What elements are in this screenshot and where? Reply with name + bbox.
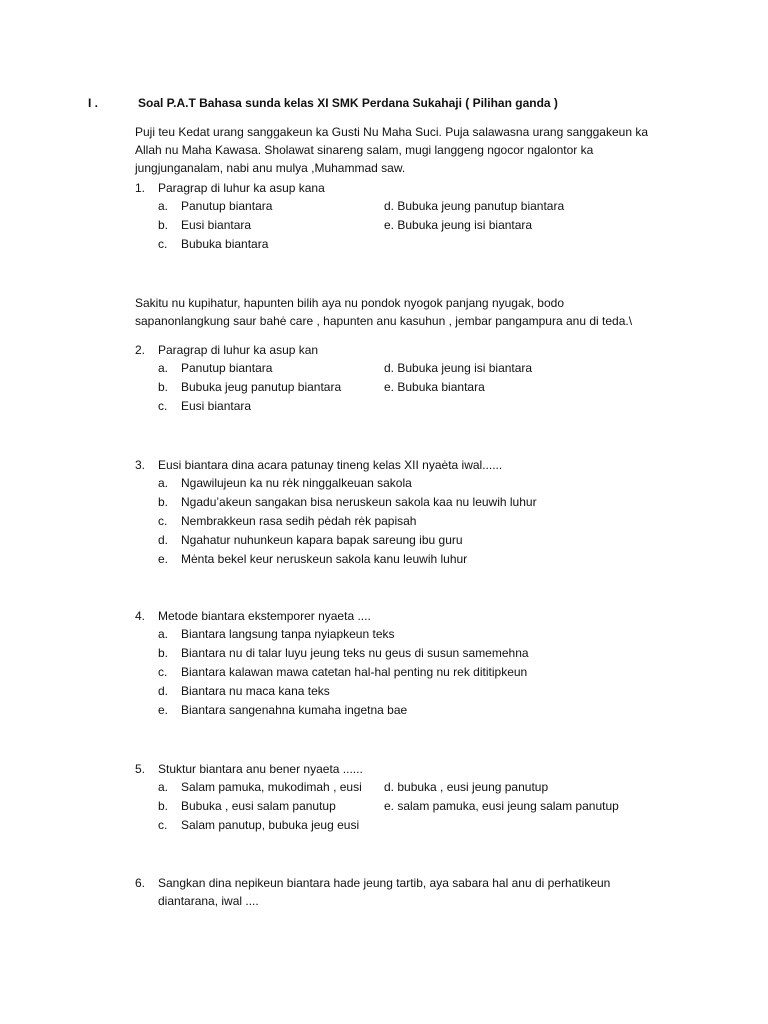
option-b[interactable] <box>158 797 384 816</box>
question-text: Metode biantara ekstemporer nyaeta .... <box>158 609 371 623</box>
question-6 <box>135 874 695 910</box>
option-text: Salam pamuka, mukodimah , eusi <box>181 780 362 794</box>
passage-line: Puji teu Kedat urang sanggakeun ka Gusti Nu Maha Suci. Puja salawasna urang sanggakeun ka <box>135 125 648 139</box>
option-a[interactable] <box>158 474 695 493</box>
option-text: d. Bubuka jeung panutup biantara <box>384 199 565 213</box>
question-text: Sangkan dina nepikeun biantara hade jeung tartib, aya sabara hal anu di perhatikeun <box>158 876 611 890</box>
option-list <box>158 197 695 254</box>
option-c[interactable] <box>158 235 384 254</box>
option-letter: a. <box>158 199 169 213</box>
passage-line: Sakitu nu kupihatur, hapunten bilih aya nu pondok nyogok panjang nyugak, bodo <box>135 296 564 310</box>
section-title: Soal P.A.T Bahasa sunda kelas XI SMK Perdana Sukahaji ( Pilihan ganda ) <box>138 96 558 110</box>
option-a[interactable] <box>158 359 384 378</box>
option-letter: a. <box>158 361 169 375</box>
option-letter: c. <box>158 818 168 832</box>
option-letter: e. <box>158 703 169 717</box>
option-text: Bubuka biantara <box>181 237 269 251</box>
option-a[interactable] <box>158 197 384 216</box>
option-text: Biantara langsung tanpa nyiapkeun teks <box>181 627 395 641</box>
question-number: 3. <box>135 458 146 472</box>
option-letter: b. <box>158 218 169 232</box>
question-1 <box>135 179 695 254</box>
question-text: Stuktur biantara anu bener nyaeta ...... <box>158 762 363 776</box>
option-text: e. Bubuka biantara <box>384 380 485 394</box>
option-d[interactable] <box>384 778 674 797</box>
question-3 <box>135 456 695 569</box>
question-number: 5. <box>135 762 146 776</box>
option-e[interactable] <box>384 378 674 397</box>
option-b[interactable] <box>158 644 695 663</box>
option-b[interactable] <box>158 493 695 512</box>
option-letter: d. <box>158 684 169 698</box>
option-list <box>158 474 695 569</box>
option-letter: e. <box>158 552 169 566</box>
option-text: Biantara nu maca kana teks <box>181 684 330 698</box>
option-letter: c. <box>158 399 168 413</box>
question-number: 2. <box>135 343 146 357</box>
question-text-continued: diantarana, iwal .... <box>158 894 259 908</box>
question-2 <box>135 341 695 416</box>
option-b[interactable] <box>158 378 384 397</box>
question-5 <box>135 760 695 835</box>
option-text: Ngawilujeun ka nu rėk ninggalkeuan sakola <box>181 476 412 490</box>
option-text: Biantara sangenahna kumaha ingetna bae <box>181 703 408 717</box>
option-a[interactable] <box>158 625 695 644</box>
option-c[interactable] <box>158 397 384 416</box>
option-letter: b. <box>158 646 169 660</box>
question-text: Paragrap di luhur ka asup kan <box>158 343 319 357</box>
passage-line: Allah nu Maha Kawasa. Sholawat sinareng salam, mugi langgeng ngocor ngalontor ka <box>135 143 594 157</box>
option-list <box>158 778 695 835</box>
passage-1 <box>135 123 675 177</box>
option-text: Bubuka jeug panutup biantara <box>181 380 342 394</box>
option-d[interactable] <box>158 531 695 550</box>
option-text: Ngahatur nuhunkeun kapara bapak sareung ibu guru <box>181 533 463 547</box>
option-e[interactable] <box>158 550 695 569</box>
question-text: Eusi biantara dina acara patunay tineng kelas XII nyaėta iwal...... <box>158 458 503 472</box>
option-text: e. Bubuka jeung isi biantara <box>384 218 533 232</box>
passage-line: jungjunganalam, nabi anu mulya ,Muhammad saw. <box>135 161 406 175</box>
option-letter: b. <box>158 380 169 394</box>
question-4 <box>135 607 695 720</box>
option-list <box>158 625 695 720</box>
option-text: Ngadu’akeun sangakan bisa neruskeun sakola kaa nu leuwih luhur <box>181 495 537 509</box>
option-e[interactable] <box>384 797 674 816</box>
option-e[interactable] <box>158 701 695 720</box>
option-list <box>158 359 695 416</box>
option-c[interactable] <box>158 663 695 682</box>
option-letter: d. <box>158 533 169 547</box>
question-number: 6. <box>135 876 146 890</box>
passage-2 <box>135 294 675 330</box>
option-letter: a. <box>158 476 169 490</box>
passage-line: sapanonlangkung saur bahė care , hapunten anu kasuhun , jembar pangampura anu di teda.\ <box>135 314 633 328</box>
option-text: d. Bubuka jeung isi biantara <box>384 361 533 375</box>
section-number: I . <box>88 96 99 110</box>
option-e[interactable] <box>384 216 674 235</box>
option-c[interactable] <box>158 816 384 835</box>
option-text: Biantara kalawan mawa catetan hal-hal penting nu rek dititipkeun <box>181 665 528 679</box>
option-letter: c. <box>158 665 168 679</box>
option-text: Nembrakkeun rasa sedih pėdah rėk papisah <box>181 514 417 528</box>
option-d[interactable] <box>384 359 674 378</box>
question-number: 1. <box>135 181 146 195</box>
option-c[interactable] <box>158 512 695 531</box>
option-text: e. salam pamuka, eusi jeung salam panutup <box>384 799 619 813</box>
option-letter: c. <box>158 514 168 528</box>
question-text: Paragrap di luhur ka asup kana <box>158 181 325 195</box>
option-d[interactable] <box>384 197 674 216</box>
option-letter: a. <box>158 627 169 641</box>
option-letter: b. <box>158 495 169 509</box>
option-text: Biantara nu di talar luyu jeung teks nu geus di susun samemehna <box>181 646 529 660</box>
option-text: Eusi biantara <box>181 399 252 413</box>
option-text: Mėnta bekel keur neruskeun sakola kanu leuwih luhur <box>181 552 468 566</box>
option-b[interactable] <box>158 216 384 235</box>
option-letter: b. <box>158 799 169 813</box>
option-text: Panutup biantara <box>181 361 273 375</box>
option-letter: c. <box>158 237 168 251</box>
option-letter: a. <box>158 780 169 794</box>
option-d[interactable] <box>158 682 695 701</box>
question-number: 4. <box>135 609 146 623</box>
option-a[interactable] <box>158 778 384 797</box>
option-text: Eusi biantara <box>181 218 252 232</box>
option-text: Bubuka , eusi salam panutup <box>181 799 336 813</box>
option-text: Salam panutup, bubuka jeug eusi <box>181 818 360 832</box>
option-text: d. bubuka , eusi jeung panutup <box>384 780 549 794</box>
option-text: Panutup biantara <box>181 199 273 213</box>
